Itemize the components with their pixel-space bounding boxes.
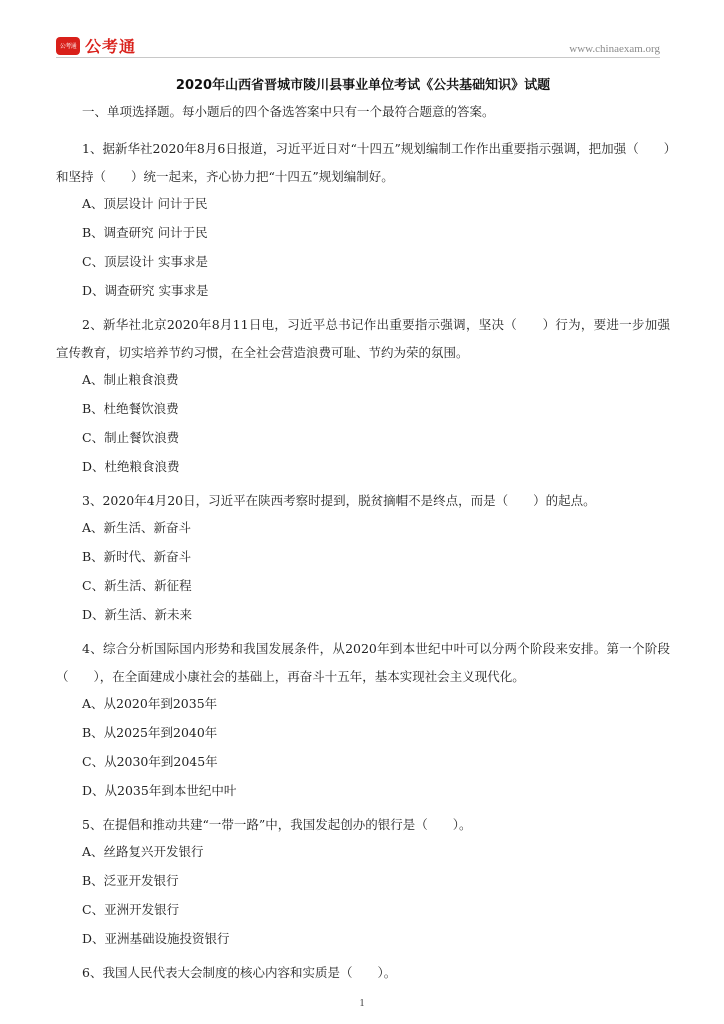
option-a: A、制止粮食浪费: [82, 372, 179, 387]
option-b: B、调查研究 问计于民: [82, 225, 208, 240]
option-d: D、新生活、新未来: [82, 607, 193, 622]
option-d: D、杜绝粮食浪费: [82, 459, 180, 474]
option-d: D、亚洲基础设施投资银行: [82, 931, 230, 946]
option-a: A、新生活、新奋斗: [82, 520, 192, 535]
option-c: C、顶层设计 实事求是: [82, 254, 209, 269]
logo-badge-icon: 公考通: [56, 37, 80, 55]
option-c: C、新生活、新征程: [82, 578, 192, 593]
question-2: [56, 311, 670, 476]
section-heading: 一、单项选择题。每小题后的四个备选答案中只有一个最符合题意的答案。: [82, 104, 495, 119]
option-b: B、从2025年到2040年: [82, 725, 218, 740]
logo-text: 公考通: [85, 37, 137, 56]
question-text: 5、在提倡和推动共建“一带一路”中，我国发起创办的银行是（ ）。: [82, 817, 472, 832]
question-text: 6、我国人民代表大会制度的核心内容和实质是（ ）。: [82, 965, 397, 980]
option-a: A、从2020年到2035年: [82, 696, 218, 711]
question-text: 1、据新华社2020年8月6日报道，习近平近日对“十四五”规划编制工作作出重要指示强调，把加强（ ）和坚持（ ）统一起来，齐心协力把“十四五”规划编制好。: [56, 141, 670, 184]
option-a: A、顶层设计 问计于民: [82, 196, 208, 211]
option-d: D、从2035年到本世纪中叶: [82, 783, 237, 798]
option-c: C、制止餐饮浪费: [82, 430, 180, 445]
question-6: [56, 959, 670, 987]
logo: [56, 34, 136, 57]
question-5: [56, 811, 670, 948]
document-body: [56, 74, 670, 991]
question-1: [56, 135, 670, 300]
question-text: 2、新华社北京2020年8月11日电，习近平总书记作出重要指示强调，坚决（ ）行为，要进一步加强宣传教育，切实培养节约习惯，在全社会营造浪费可耻、节约为荣的氛围。: [56, 317, 670, 360]
page-number: 1: [359, 998, 365, 1009]
option-a: A、丝路复兴开发银行: [82, 844, 204, 859]
question-text: 3、2020年4月20日，习近平在陕西考察时提到，脱贫摘帽不是终点，而是（ ）的起点。: [82, 493, 596, 508]
question-3: [56, 487, 670, 624]
document-title: 2020年山西省晋城市陵川县事业单位考试《公共基础知识》试题: [175, 78, 551, 93]
header-divider: [56, 57, 660, 58]
question-text: 4、综合分析国际国内形势和我国发展条件，从2020年到本世纪中叶可以分两个阶段来安排。第一个阶段（ ），在全面建成小康社会的基础上，再奋斗十五年，基本实现社会主义现代化。: [56, 641, 670, 684]
page-header: [0, 0, 724, 62]
option-d: D、调查研究 实事求是: [82, 283, 209, 298]
option-c: C、从2030年到2045年: [82, 754, 218, 769]
question-4: [56, 635, 670, 800]
option-b: B、新时代、新奋斗: [82, 549, 192, 564]
option-b: B、杜绝餐饮浪费: [82, 401, 179, 416]
option-b: B、泛亚开发银行: [82, 873, 179, 888]
site-url: www.chinaexam.org: [569, 43, 660, 55]
option-c: C、亚洲开发银行: [82, 902, 180, 917]
